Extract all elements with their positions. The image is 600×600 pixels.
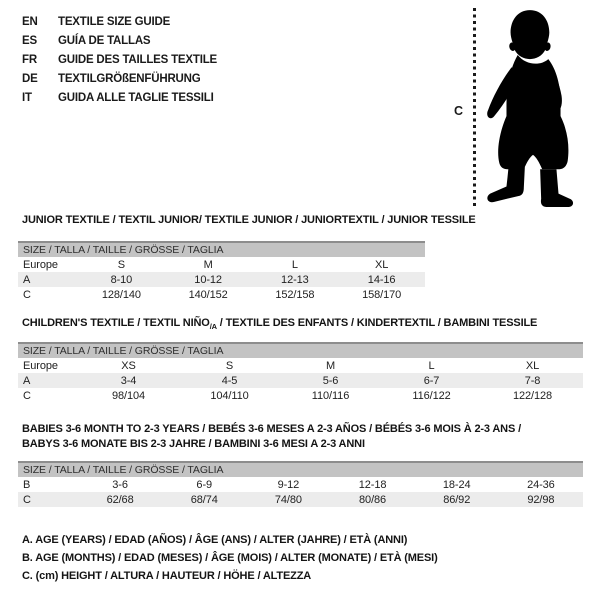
table-row [18, 388, 583, 403]
table-cell: 104/110 [210, 389, 249, 402]
row-label: Europe [23, 258, 58, 271]
table-cell: 3-6 [112, 478, 128, 491]
table-cell: 14-16 [338, 272, 425, 287]
babies-title-line1: BABIES 3-6 MONTH TO 2-3 YEARS / BEBÉS 3-6 MESES A 2-3 AÑOS / BÉBÉS 3-6 MOIS À 2-3 ANS / [22, 423, 521, 435]
children-title [18, 316, 583, 334]
table-cell: 92/98 [499, 492, 583, 507]
table-cell: 18-24 [442, 478, 471, 491]
legend-height: C. (cm) HEIGHT / ALTURA / HAUTEUR / HÖHE / ALTEZZA [22, 570, 312, 582]
height-measure-label: C [454, 104, 464, 118]
table-cell: M [325, 359, 336, 372]
table-cell: 122/128 [512, 389, 553, 402]
table-cell: 86/92 [415, 492, 499, 507]
language-title: GUÍA DE TALLAS [58, 35, 151, 47]
table-cell: M [203, 258, 213, 271]
list-item [22, 13, 217, 32]
row-label: C [23, 288, 31, 301]
table-row [18, 477, 583, 492]
table-row [18, 358, 583, 373]
babies-section [18, 422, 583, 506]
table-row [18, 272, 425, 287]
table-cell: L [428, 359, 435, 372]
children-title-sub: /A [209, 322, 217, 332]
table-row [18, 492, 583, 507]
table-cell: 140/152 [188, 288, 228, 301]
table-row [18, 373, 583, 388]
junior-table [18, 241, 425, 302]
table-cell: 3-4 [78, 373, 179, 388]
size-header-bar: SIZE / TALLA / TAILLE / GRÖSSE / TAGLIA [18, 342, 583, 358]
language-code: EN [22, 16, 38, 28]
table-cell: 7-8 [482, 373, 583, 388]
table-cell: S [117, 258, 125, 271]
table-cell: 152/158 [275, 288, 315, 301]
table-cell: 8-10 [78, 272, 165, 287]
list-item [22, 89, 217, 108]
table-cell: 62/68 [78, 492, 162, 507]
table-cell: XL [374, 258, 389, 271]
children-size-table [18, 358, 583, 403]
table-cell: 80/86 [330, 492, 414, 507]
table-row [18, 287, 425, 302]
table-cell: XL [525, 359, 540, 372]
language-list [22, 13, 217, 108]
table-cell: S [225, 359, 234, 372]
table-cell: 5-6 [280, 373, 381, 388]
row-label: C [23, 389, 31, 402]
height-measure-line [473, 8, 476, 208]
table-cell: 24-36 [527, 478, 555, 491]
language-code: ES [22, 35, 37, 47]
table-cell: 98/104 [111, 389, 146, 402]
baby-silhouette-icon [482, 4, 584, 215]
legend-age-months: B. AGE (MONTHS) / EDAD (MESES) / ÂGE (MOIS) / ALTER (MONATE) / ETÀ (MESI) [22, 552, 438, 564]
language-title: TEXTILGRÖßENFÜHRUNG [58, 73, 201, 85]
legend-age-years: A. AGE (YEARS) / EDAD (AÑOS) / ÂGE (ANS) / ALTER (JAHRE) / ETÀ (ANNI) [22, 534, 408, 546]
junior-section [18, 213, 476, 301]
table-row [18, 257, 425, 272]
language-code: DE [22, 73, 38, 85]
table-cell: XS [121, 359, 136, 372]
babies-size-table [18, 477, 583, 507]
table-cell: L [291, 258, 298, 271]
table-cell: 6-7 [381, 373, 482, 388]
table-cell: 68/74 [162, 492, 246, 507]
children-section [18, 316, 583, 402]
table-cell: 128/140 [101, 288, 141, 301]
table-cell: 6-9 [196, 478, 213, 491]
table-cell: 74/80 [246, 492, 330, 507]
row-label: A [18, 373, 78, 388]
junior-title: JUNIOR TEXTILE / TEXTIL JUNIOR/ TEXTILE JUNIOR / JUNIORTEXTIL / JUNIOR TESSILE [22, 214, 476, 226]
height-figure [440, 0, 600, 215]
language-code: IT [22, 92, 32, 104]
size-header-bar: SIZE / TALLA / TAILLE / GRÖSSE / TAGLIA [18, 241, 425, 257]
row-label: B [23, 478, 31, 491]
language-title: GUIDA ALLE TAGLIE TESSILI [58, 92, 214, 104]
table-cell: 110/116 [311, 389, 350, 402]
size-header-bar: SIZE / TALLA / TAILLE / GRÖSSE / TAGLIA [18, 461, 583, 477]
babies-table [18, 461, 583, 507]
row-label: C [18, 492, 78, 507]
table-cell: 10-12 [165, 272, 252, 287]
list-item [22, 70, 217, 89]
children-table [18, 342, 583, 403]
babies-title-line2: BABYS 3-6 MONATE BIS 2-3 JAHRE / BAMBINI 3-6 MESI A 2-3 ANNI [22, 438, 365, 450]
children-title-prefix: CHILDREN'S TEXTILE / TEXTIL NIÑO [22, 317, 210, 329]
list-item [22, 51, 217, 70]
measurement-legend [22, 531, 438, 585]
junior-size-table [18, 257, 425, 302]
table-cell: 4-5 [179, 373, 280, 388]
children-title-suffix: / TEXTILE DES ENFANTS / KINDERTEXTIL / BAMBINI TESSILE [216, 317, 538, 329]
row-label: Europe [23, 359, 58, 372]
table-cell: 158/170 [362, 288, 402, 301]
table-cell: 9-12 [277, 478, 300, 491]
row-label: A [18, 272, 78, 287]
language-title: GUIDE DES TAILLES TEXTILE [58, 54, 217, 66]
table-cell: 12-18 [358, 478, 387, 491]
table-cell: 116/122 [412, 389, 451, 402]
list-item [22, 32, 217, 51]
table-cell: 12-13 [252, 272, 339, 287]
language-title: TEXTILE SIZE GUIDE [58, 16, 171, 28]
language-code: FR [22, 54, 37, 66]
